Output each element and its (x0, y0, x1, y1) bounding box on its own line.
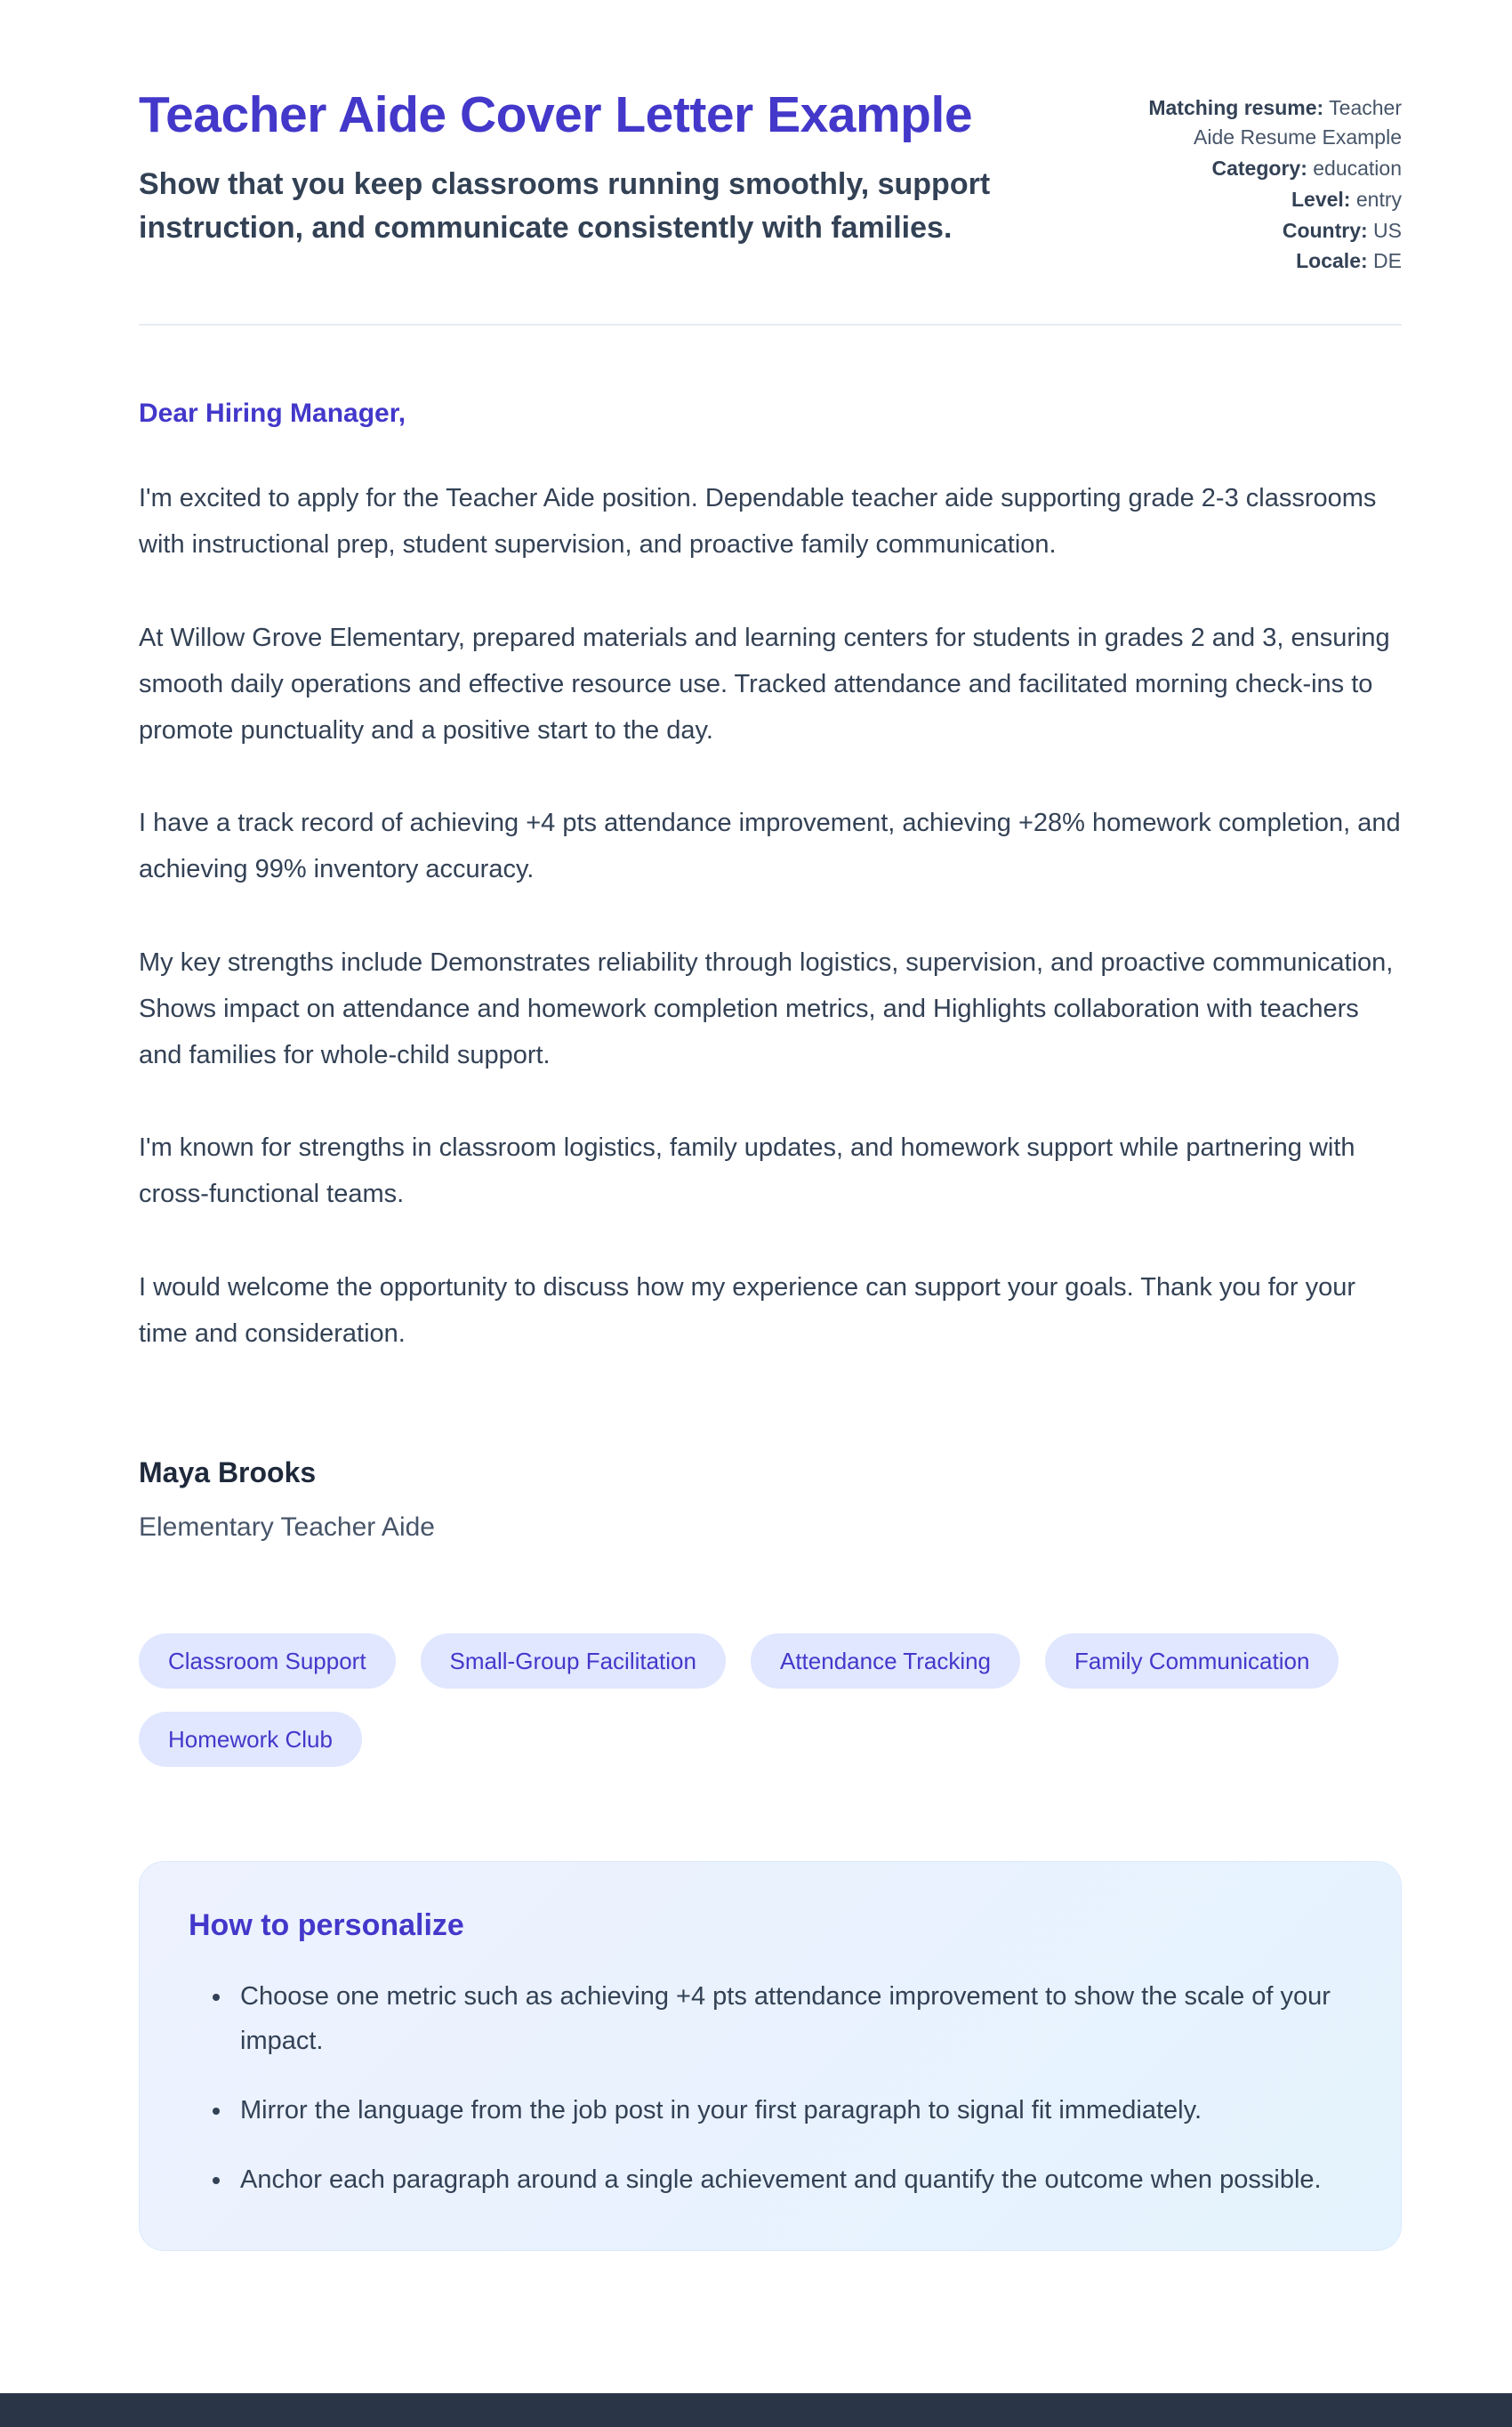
footer-bar (0, 2393, 1512, 2427)
meta-value: DE (1373, 249, 1402, 273)
meta-label: Locale: (1296, 249, 1368, 273)
meta-row-locale (1104, 246, 1402, 276)
tips-item-2: • Mirror the language from the job post in your first paragraph to signal fit immediately. (233, 2089, 1352, 2133)
letter-paragraph-4: My key strengths include Demonstrates reliability through logistics, supervision, and proactive communication, Shows impact on attendance and homework completion metrics, and Highlights collaboration with teachers and families for whole-child support. (139, 947, 1394, 1069)
meta-label: Country: (1282, 218, 1368, 242)
tag-list (139, 1633, 1402, 1767)
page-subtitle: Show that you keep classrooms running smoothly, support instruction, and communicate consistently with families. (139, 167, 991, 245)
meta-row-category (1104, 154, 1402, 183)
letter-body (139, 399, 1402, 2251)
letter-paragraph-3: I have a track record of achieving +4 pts attendance improvement, achieving +28% homework completion, and achieving 99% inventory accuracy. (139, 809, 1401, 884)
tag-homework-club: Homework Club (139, 1712, 362, 1767)
signature-title: Elementary Teacher Aide (139, 1512, 435, 1542)
meta-label: Level: (1291, 187, 1351, 211)
meta-value: education (1313, 156, 1402, 180)
tips-title: How to personalize (189, 1907, 464, 1942)
tag-small-group-facilitation: Small-Group Facilitation (421, 1633, 726, 1689)
signature-name: Maya Brooks (139, 1455, 317, 1488)
meta-row-country (1104, 216, 1402, 246)
tips-item-1: • Choose one metric such as achieving +4 pts attendance improvement to show the scale of your impact. (233, 1975, 1352, 2064)
tips-item-3: • Anchor each paragraph around a single achievement and quantify the outcome when possible. (233, 2158, 1352, 2203)
letter-paragraph-2: At Willow Grove Elementary, prepared materials and learning centers for students in grades 2 and 3, ensuring smooth daily operations and effective resource use. Tracked attendance and facilitated morning check-ins to promote punctuality and a positive start to the day. (139, 623, 1390, 745)
meta-row-matching-resume (1104, 93, 1402, 152)
tag-classroom-support: Classroom Support (139, 1633, 396, 1689)
salutation: Dear Hiring Manager, (139, 399, 406, 429)
tag-family-communication: Family Communication (1045, 1633, 1339, 1689)
letter-paragraph-5: I'm known for strengths in classroom logistics, family updates, and homework support while partnering with cross-functional teams. (139, 1133, 1355, 1209)
meta-value: entry (1355, 187, 1402, 211)
meta-value: US (1373, 218, 1402, 242)
header (139, 85, 1402, 278)
tag-attendance-tracking: Attendance Tracking (751, 1633, 1020, 1689)
meta-label: Matching resume: (1148, 96, 1324, 119)
header-title-block (139, 85, 1095, 249)
tips-list (189, 1975, 1352, 2203)
letter-paragraph-1: I'm excited to apply for the Teacher Aide position. Dependable teacher aide supporting grade 2-3 classrooms with instructional prep, student supervision, and proactive family communication. (139, 484, 1377, 560)
meta-value: Teacher Aide Resume Example (1194, 96, 1402, 149)
tips-card (139, 1861, 1402, 2252)
header-divider (139, 324, 1402, 326)
meta-label: Category: (1211, 156, 1307, 180)
meta-row-level (1104, 185, 1402, 214)
page-title: Teacher Aide Cover Letter Example (139, 86, 973, 143)
meta-panel (1104, 85, 1402, 278)
letter-paragraph-6: I would welcome the opportunity to discuss how my experience can support your goals. Thank you for your time and consideration. (139, 1272, 1356, 1348)
